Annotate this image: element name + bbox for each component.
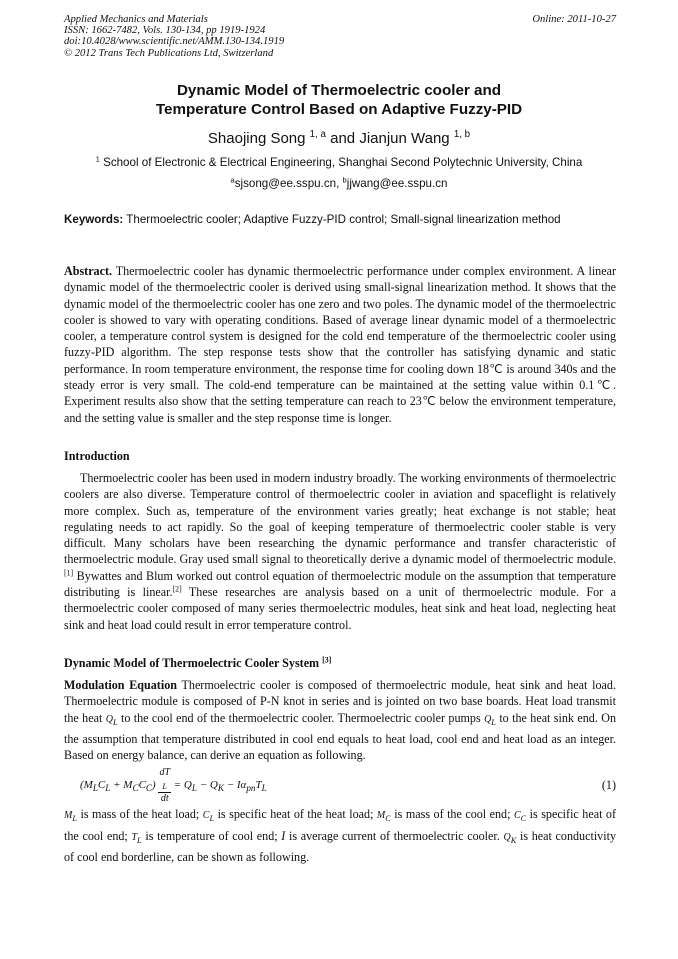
introduction-heading: Introduction [64,448,130,463]
modulation-paragraph [64,677,616,763]
affiliation [0,156,678,169]
abstract-text: Thermoelectric cooler has dynamic thermoelectric performance under complex environment. A linear dynamic model of the thermoelectric cooler is derived using small-signal linearization method. It shows that the dynamic model of the thermoelectric cooler has one zero and two poles. The dynamic model of the thermoelectric cooler is showed to vary with operating conditions. Based of average linear dynamic model of a thermoelectric cooler, a temperature control system is designed for the cold end temperature of the thermoelectric cooler using fuzzy-PID algorithm. The step response tests show that the controller has satisfying dynamic and static performance. In room temperature environment, the response time for cooling down 18℃ is around 340s and the steady error is very small. The cold-end temperature can be maintained at the setting value within 0.1℃. Experiment results also show that the setting temperature can reach to 23℃ below the environment temperature, and the setting value is smaller and the step response time is longer. [64,264,616,425]
mod-text-1: Thermoelectric cooler is composed of thermoelectric module, heat sink and heat load. Thermoelectric module is composed of P-N knot in series and is jointed on two base boards. Heat load transmit the heat [64,677,616,725]
math-QL: $Q_L$ [105,713,118,727]
section-heading-text: Dynamic Model of Thermoelectric Cooler System [64,655,320,670]
paper-body [64,212,616,865]
keywords-text: Thermoelectric cooler; Adaptive Fuzzy-PID control; Small-signal linearization method [123,213,561,226]
copyright: © 2012 Trans Tech Publications Ltd, Switzerland [64,47,274,59]
keywords [64,212,616,227]
abstract [64,263,616,426]
citation-2[interactable]: [2] [172,584,182,594]
equation-fraction: dT $_L$ dt [159,767,170,805]
equation-1: $(M_LC_L + M_CC_C)$ dT $_L$ dt = $Q_L - Q_K - I\alpha_{pn}T_L$ [80,767,267,805]
keywords-label: Keywords: [64,213,124,226]
author-2-sup: 1, b [453,129,471,141]
citation-3[interactable]: [3] [322,655,332,665]
abstract-label: Abstract. [64,264,113,278]
title-line-2: Temperature Control Based on Adaptive Fuzzy-PID [155,101,523,118]
affiliation-text: School of Electronic & Electrical Engineering, Shanghai Second Polytechnic University, China [99,156,583,169]
math-QL-2: $Q_L$ [484,713,496,727]
online-date: Online: 2011-10-27 [532,14,616,25]
doi: doi:10.4028/www.scientific.net/AMM.130-134.1919 [64,36,285,48]
mod-text-3: to the heat sink end. On the assumption that temperature distributed in cool end equals to heat load, cool end and heat load as an integer. Based on energy balance, can derive an equation as following. [64,710,617,763]
equation-number: (1) [601,778,616,793]
email-b-sup: b [342,175,347,185]
emails [0,177,678,190]
intro-text-2: Bywattes and Blum worked out control equation of thermoelectric module on the assumption that temperature distributing is linear. [64,568,616,600]
paper-title [0,81,678,119]
journal-name: Applied Mechanics and Materials [64,14,208,25]
modulation-label: Modulation Equation [64,677,177,692]
intro-text-1: Thermoelectric cooler has been used in modern industry broadly. The working environments of thermoelectric coolers are also diverse. Temperature control of thermoelectric cooler in aviation and spaceflight is relatively more complex. Such as, temperature of the environment varies greatly; heat exchange is not stable; heat regulating needs to act rapidly. So the goal of keeping temperature of thermoelectric cooler stable is very difficult. Many scholars have been researching the dynamic performance and transfer characteristic of thermoelectric module. Gray used small signal to theoretically derive a dynamic model of thermoelectric module. [64,470,616,567]
issn: ISSN: 1662-7482, Vols. 130-134, pp 1919-1924 [64,25,266,37]
equation-row [80,767,616,804]
title-line-1: Dynamic Model of Thermoelectric cooler and [176,82,502,99]
variable-definitions: $M_L$ is mass of the heat load; $C_L$ is specific heat of the heat load; $M_C$ is mass of the cool end; $C_C$ is specific heat of the cool end; $T_L$ is temperature of cool end; I is average current of thermoelectric cooler. $Q_K$ is heat conductivity of cool end borderline, can be shown as following. [64,807,616,865]
email-a-sup: a [230,175,235,185]
journal-header [64,14,284,59]
author-1-sup: 1, a [309,129,326,141]
author-2: Jianjun Wang [359,130,450,147]
citation-1[interactable]: [1] [64,568,74,578]
affiliation-sup: 1 [95,154,100,164]
author-1: Shaojing Song [207,130,306,147]
mod-text-2: to the cool end of the thermoelectric cooler. Thermoelectric cooler pumps [117,710,485,725]
email-a: sjsong@ee.sspu.cn, [234,177,343,190]
authors [0,130,678,147]
section-heading [64,655,616,671]
introduction-body [64,470,616,633]
intro-text-3: These researches are analysis based on a unit of thermoelectric module. For a thermoelectric cooler composed of many series thermoelectric modules, heat sink and heat load, neglecting heat sink and heat load could result in error temperature control. [64,585,616,632]
email-b: jjwang@ee.sspu.cn [346,177,448,190]
authors-and: and [325,130,360,147]
